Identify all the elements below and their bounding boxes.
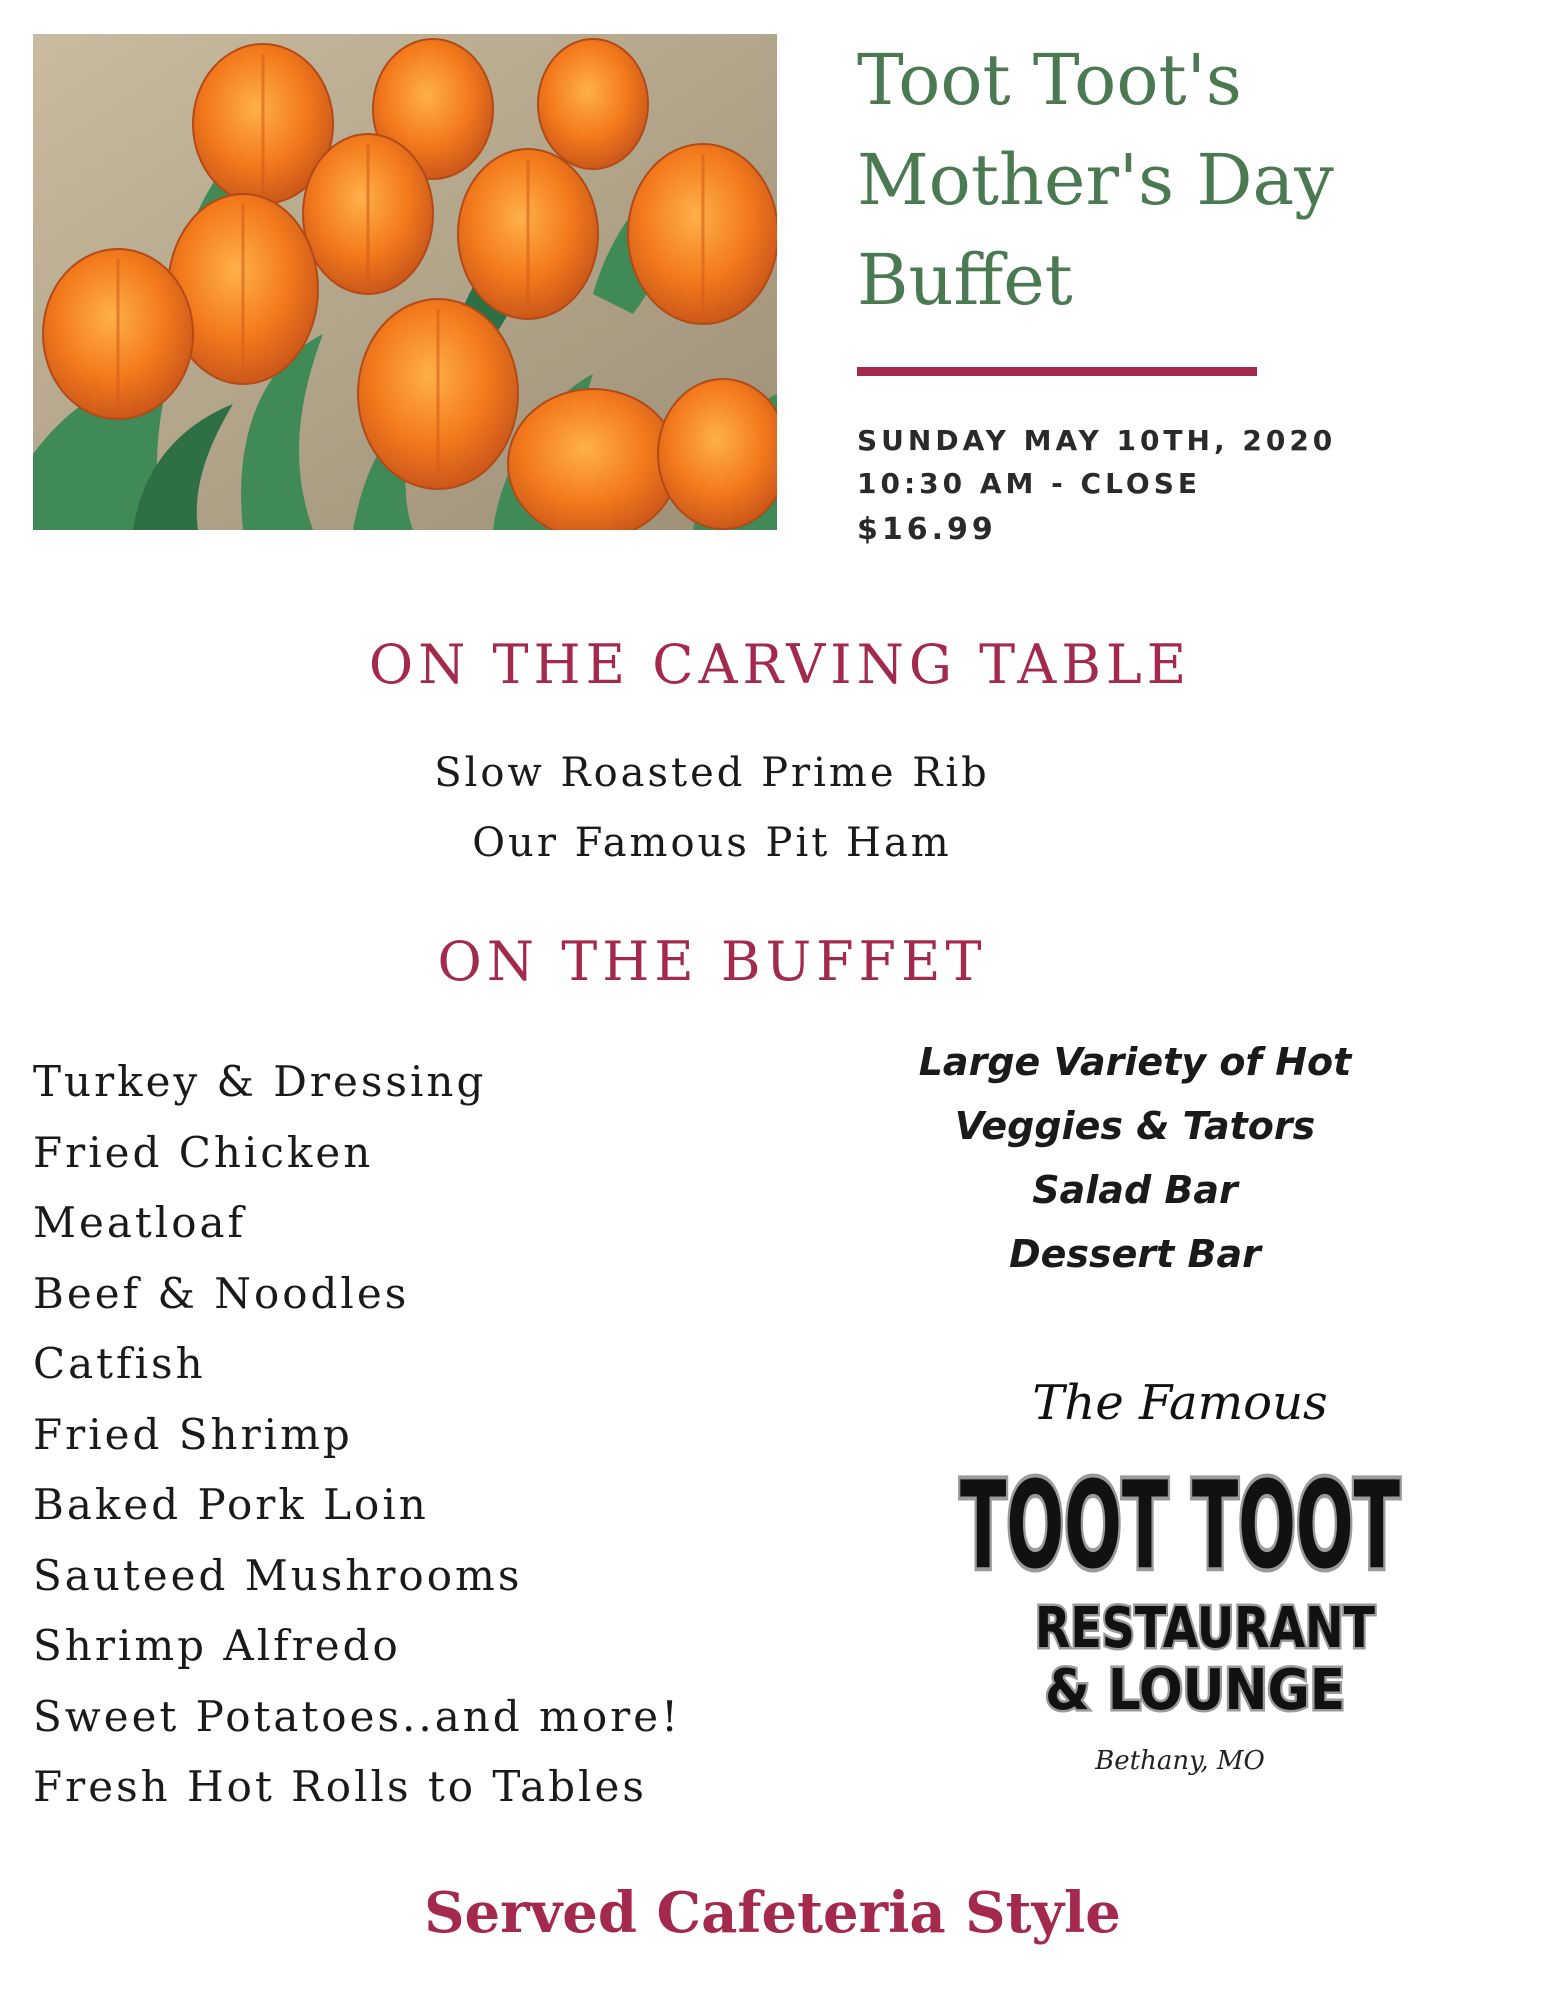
buffet-item: Sauteed Mushrooms [33, 1550, 523, 1600]
event-price: $16.99 [857, 512, 997, 547]
buffet-item: Shrimp Alfredo [33, 1621, 401, 1670]
buffet-item: Meatloaf [33, 1198, 247, 1247]
logo-tagline: The Famous [1032, 1375, 1328, 1431]
restaurant-logo [945, 1357, 1415, 1797]
extras-item: Large Variety of Hot [918, 1040, 1352, 1084]
logo-line-lounge: & LOUNGE [1045, 1658, 1345, 1723]
title-line-1: Toot Toot's [857, 39, 1242, 121]
buffet-item: Fried Shrimp [33, 1409, 353, 1459]
title-line-2: Mother's Day [857, 139, 1334, 221]
buffet-item: Catfish [33, 1339, 206, 1388]
buffet-list [33, 1047, 681, 1823]
extras-item: Salad Bar [1032, 1168, 1238, 1212]
event-date: SUNDAY MAY 10TH, 2020 [857, 424, 1337, 457]
footer-note: Served Cafeteria Style [424, 1880, 1121, 1946]
logo-line-restaurant: RESTAURANT [1035, 1596, 1375, 1661]
page-title [857, 30, 1517, 330]
event-hours: 10:30 AM - CLOSE [857, 467, 1202, 500]
carving-item: Our Famous Pit Ham [472, 820, 952, 866]
carving-heading: ON THE CARVING TABLE [368, 633, 1192, 696]
buffet-heading: ON THE BUFFET [437, 930, 987, 993]
logo-name: TOOT TOOT [960, 1457, 1401, 1596]
carving-list [0, 738, 1424, 878]
buffet-item: Fried Chicken [33, 1127, 374, 1177]
carving-item: Slow Roasted Prime Rib [434, 750, 990, 796]
buffet-extras [880, 1030, 1390, 1286]
extras-item: Veggies & Tators [954, 1104, 1316, 1148]
title-line-3: Buffet [857, 239, 1073, 321]
buffet-item: Fresh Hot Rolls to Tables [33, 1762, 647, 1811]
extras-item: Dessert Bar [1009, 1232, 1261, 1276]
buffet-item: Baked Pork Loin [33, 1480, 429, 1529]
buffet-item: Sweet Potatoes..and more! [33, 1691, 681, 1741]
tulip-photo [33, 34, 777, 530]
buffet-item: Beef & Noodles [33, 1268, 410, 1318]
buffet-item: Turkey & Dressing [33, 1057, 487, 1106]
logo-location: Bethany, MO [1095, 1746, 1265, 1776]
title-divider [857, 367, 1257, 376]
